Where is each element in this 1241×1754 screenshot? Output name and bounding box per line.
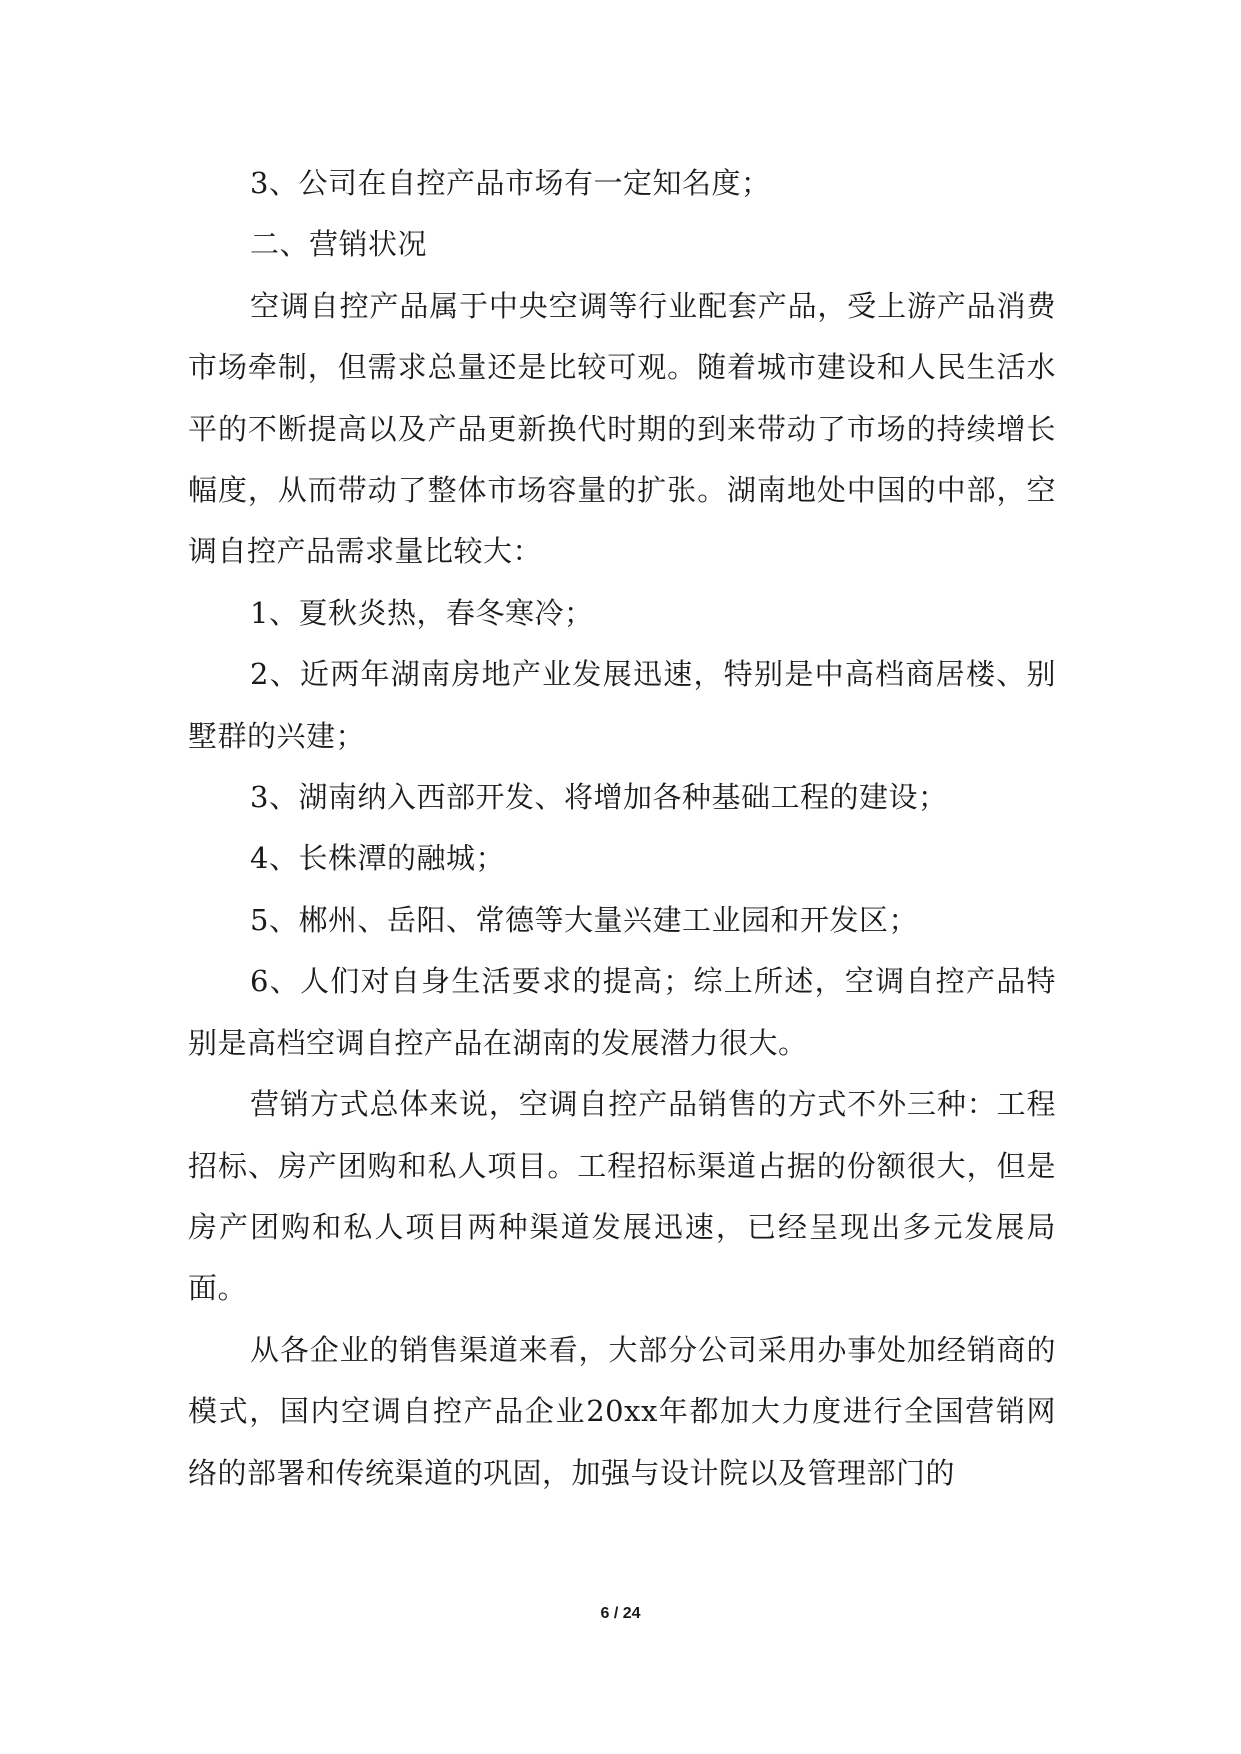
paragraph-sales-channels: 从各企业的销售渠道来看，大部分公司采用办事处加经销商的模式，国内空调自控产品企业20xx年都加大力度进行全国营销网络的部署和传统渠道的巩固，加强与设计院以及管理部门的 [188, 1332, 1056, 1490]
paragraph-demand-5: 5、郴州、岳阳、常德等大量兴建工业园和开发区； [250, 902, 918, 937]
page-number: 6 / 24 [600, 1605, 641, 1622]
paragraph-demand-4: 4、长株潭的融城； [250, 841, 505, 876]
body-text [188, 153, 1056, 1504]
paragraph-sales-methods: 营销方式总体来说，空调自控产品销售的方式不外三种：工程招标、房产团购和私人项目。工程招标渠道占据的份额很大，但是房产团购和私人项目两种渠道发展迅速，已经呈现出多元发展局面。 [188, 1087, 1056, 1306]
section-heading-marketing-status: 二、营销状况 [250, 227, 428, 262]
paragraph-market-overview: 空调自控产品属于中央空调等行业配套产品，受上游产品消费市场牵制，但需求总量还是比较可观。随着城市建设和人民生活水平的不断提高以及产品更新换代时期的到来带动了市场的持续增长幅度，从而带动了整体市场容量的扩张。湖南地处中国的中部，空调自控产品需求量比较大： [188, 288, 1056, 569]
paragraph-advantage-3: 3、公司在自控产品市场有一定知名度； [250, 166, 771, 200]
paragraph-demand-2: 2、近两年湖南房地产业发展迅速，特别是中高档商居楼、别墅群的兴建； [188, 657, 1056, 753]
paragraph-demand-3: 3、湖南纳入西部开发、将增加各种基础工程的建设； [250, 780, 948, 815]
paragraph-demand-1: 1、夏秋炎热，春冬寒冷； [250, 595, 594, 630]
paragraph-demand-6: 6、人们对自身生活要求的提高；综上所述，空调自控产品特别是高档空调自控产品在湖南的发展潜力很大。 [188, 964, 1056, 1060]
